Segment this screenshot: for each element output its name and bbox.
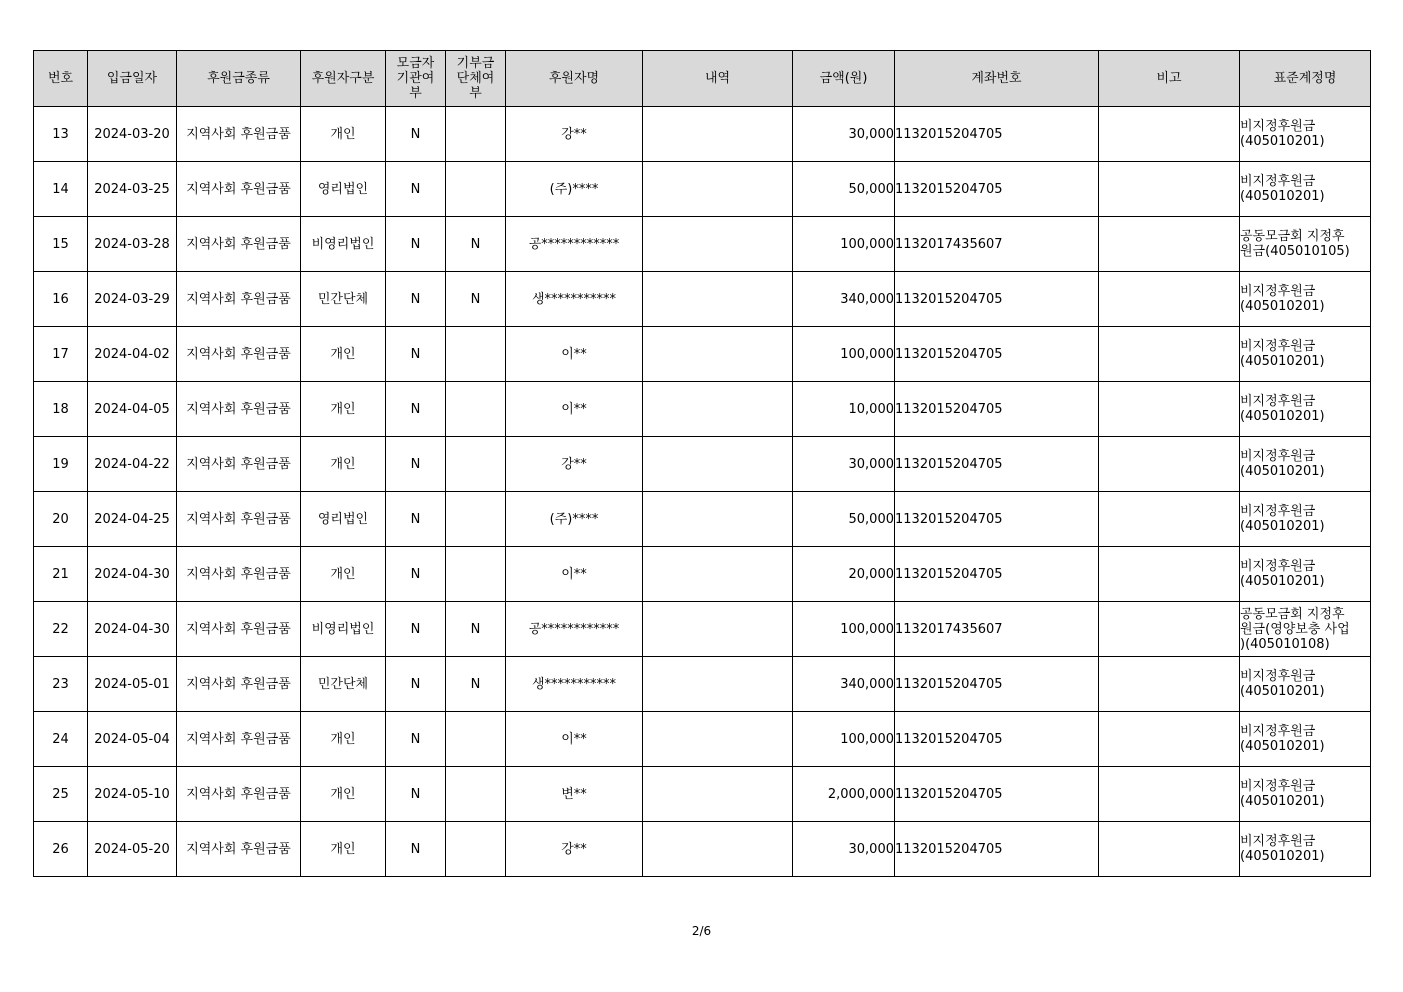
cell-no: 19 (34, 437, 88, 492)
cell-donor-name: 생*********** (506, 657, 643, 712)
donation-ledger-table (33, 50, 1371, 877)
cell-remarks (1099, 272, 1240, 327)
cell-no: 14 (34, 162, 88, 217)
cell-remarks (1099, 382, 1240, 437)
cell-no: 22 (34, 602, 88, 657)
cell-donor-category: 비영리법인 (301, 217, 386, 272)
cell-details (643, 712, 793, 767)
cell-donation-org-flag (446, 382, 506, 437)
cell-donation-type: 지역사회 후원금품 (177, 327, 301, 382)
cell-amount: 50,000 (793, 492, 895, 547)
header-no: 번호 (34, 51, 88, 107)
cell-remarks (1099, 107, 1240, 162)
cell-account-number: 1132015204705 (895, 327, 1099, 382)
table-row (34, 767, 1371, 822)
cell-account-number: 1132015204705 (895, 382, 1099, 437)
cell-donation-type: 지역사회 후원금품 (177, 547, 301, 602)
cell-remarks (1099, 217, 1240, 272)
cell-donation-type: 지역사회 후원금품 (177, 107, 301, 162)
cell-account-number: 1132015204705 (895, 437, 1099, 492)
cell-donation-type: 지역사회 후원금품 (177, 162, 301, 217)
table-row (34, 712, 1371, 767)
header-donation-org-flag: 기부금 단체여 부 (446, 51, 506, 107)
cell-remarks (1099, 822, 1240, 877)
cell-amount: 2,000,000 (793, 767, 895, 822)
cell-standard-account-name: 비지정후원금 (405010201) (1240, 272, 1371, 327)
cell-donor-category: 개인 (301, 822, 386, 877)
cell-remarks (1099, 437, 1240, 492)
cell-donation-org-flag (446, 712, 506, 767)
cell-amount: 100,000 (793, 327, 895, 382)
cell-donor-name: 공************ (506, 602, 643, 657)
cell-account-number: 1132015204705 (895, 162, 1099, 217)
cell-remarks (1099, 327, 1240, 382)
cell-details (643, 382, 793, 437)
cell-amount: 100,000 (793, 712, 895, 767)
cell-donation-org-flag: N (446, 657, 506, 712)
cell-account-number: 1132015204705 (895, 712, 1099, 767)
cell-standard-account-name: 비지정후원금 (405010201) (1240, 107, 1371, 162)
header-standard-account-name: 표준계정명 (1240, 51, 1371, 107)
cell-deposit-date: 2024-04-02 (88, 327, 177, 382)
cell-fundraiser-org-flag: N (386, 547, 446, 602)
cell-donor-category: 민간단체 (301, 272, 386, 327)
cell-remarks (1099, 712, 1240, 767)
cell-fundraiser-org-flag: N (386, 492, 446, 547)
cell-deposit-date: 2024-03-25 (88, 162, 177, 217)
cell-fundraiser-org-flag: N (386, 162, 446, 217)
cell-deposit-date: 2024-04-25 (88, 492, 177, 547)
cell-details (643, 767, 793, 822)
cell-donor-category: 개인 (301, 382, 386, 437)
cell-details (643, 547, 793, 602)
cell-donation-org-flag: N (446, 272, 506, 327)
table-row (34, 657, 1371, 712)
cell-deposit-date: 2024-04-30 (88, 547, 177, 602)
cell-no: 16 (34, 272, 88, 327)
cell-donor-name: 이** (506, 327, 643, 382)
header-donor-category: 후원자구분 (301, 51, 386, 107)
cell-account-number: 1132017435607 (895, 602, 1099, 657)
header-amount: 금액(원) (793, 51, 895, 107)
table-row (34, 217, 1371, 272)
cell-remarks (1099, 657, 1240, 712)
cell-no: 25 (34, 767, 88, 822)
cell-donor-name: 공************ (506, 217, 643, 272)
cell-fundraiser-org-flag: N (386, 217, 446, 272)
table-row (34, 272, 1371, 327)
cell-deposit-date: 2024-04-05 (88, 382, 177, 437)
cell-no: 21 (34, 547, 88, 602)
cell-donation-org-flag (446, 492, 506, 547)
cell-donor-name: 이** (506, 382, 643, 437)
header-row (34, 51, 1371, 107)
cell-deposit-date: 2024-05-01 (88, 657, 177, 712)
cell-amount: 100,000 (793, 602, 895, 657)
cell-remarks (1099, 492, 1240, 547)
cell-fundraiser-org-flag: N (386, 602, 446, 657)
cell-account-number: 1132015204705 (895, 822, 1099, 877)
cell-standard-account-name: 비지정후원금 (405010201) (1240, 712, 1371, 767)
cell-fundraiser-org-flag: N (386, 382, 446, 437)
cell-donation-type: 지역사회 후원금품 (177, 217, 301, 272)
cell-fundraiser-org-flag: N (386, 657, 446, 712)
cell-standard-account-name: 비지정후원금 (405010201) (1240, 327, 1371, 382)
cell-donation-org-flag: N (446, 217, 506, 272)
cell-standard-account-name: 공동모금회 지정후 원금(영양보충 사업 )(405010108) (1240, 602, 1371, 657)
cell-remarks (1099, 767, 1240, 822)
cell-no: 20 (34, 492, 88, 547)
cell-donation-type: 지역사회 후원금품 (177, 657, 301, 712)
header-fundraiser-org-flag: 모금자 기관여 부 (386, 51, 446, 107)
cell-deposit-date: 2024-05-10 (88, 767, 177, 822)
cell-donation-type: 지역사회 후원금품 (177, 272, 301, 327)
cell-standard-account-name: 비지정후원금 (405010201) (1240, 162, 1371, 217)
cell-deposit-date: 2024-03-29 (88, 272, 177, 327)
cell-remarks (1099, 162, 1240, 217)
cell-donation-type: 지역사회 후원금품 (177, 382, 301, 437)
cell-donor-category: 개인 (301, 327, 386, 382)
cell-donor-category: 개인 (301, 437, 386, 492)
cell-details (643, 107, 793, 162)
cell-donation-type: 지역사회 후원금품 (177, 492, 301, 547)
cell-no: 13 (34, 107, 88, 162)
cell-details (643, 272, 793, 327)
cell-deposit-date: 2024-05-04 (88, 712, 177, 767)
cell-amount: 30,000 (793, 107, 895, 162)
cell-donation-org-flag (446, 437, 506, 492)
cell-donor-category: 개인 (301, 107, 386, 162)
cell-donor-name: 변** (506, 767, 643, 822)
cell-donation-type: 지역사회 후원금품 (177, 437, 301, 492)
cell-donation-type: 지역사회 후원금품 (177, 712, 301, 767)
cell-deposit-date: 2024-05-20 (88, 822, 177, 877)
cell-donation-type: 지역사회 후원금품 (177, 602, 301, 657)
cell-standard-account-name: 비지정후원금 (405010201) (1240, 492, 1371, 547)
page-number: 2/6 (691, 924, 712, 938)
cell-details (643, 437, 793, 492)
cell-donation-org-flag (446, 327, 506, 382)
cell-fundraiser-org-flag: N (386, 272, 446, 327)
cell-no: 18 (34, 382, 88, 437)
table-row (34, 492, 1371, 547)
cell-donor-category: 비영리법인 (301, 602, 386, 657)
cell-donor-category: 영리법인 (301, 492, 386, 547)
cell-amount: 30,000 (793, 822, 895, 877)
cell-account-number: 1132015204705 (895, 547, 1099, 602)
cell-donor-category: 개인 (301, 767, 386, 822)
cell-deposit-date: 2024-04-30 (88, 602, 177, 657)
cell-donation-org-flag (446, 547, 506, 602)
cell-deposit-date: 2024-03-28 (88, 217, 177, 272)
table-row (34, 822, 1371, 877)
cell-donor-category: 민간단체 (301, 657, 386, 712)
cell-account-number: 1132015204705 (895, 107, 1099, 162)
cell-amount: 340,000 (793, 272, 895, 327)
cell-no: 24 (34, 712, 88, 767)
cell-donation-type: 지역사회 후원금품 (177, 767, 301, 822)
cell-standard-account-name: 비지정후원금 (405010201) (1240, 822, 1371, 877)
cell-account-number: 1132015204705 (895, 272, 1099, 327)
cell-account-number: 1132015204705 (895, 492, 1099, 547)
cell-fundraiser-org-flag: N (386, 437, 446, 492)
cell-amount: 100,000 (793, 217, 895, 272)
cell-fundraiser-org-flag: N (386, 822, 446, 877)
cell-details (643, 492, 793, 547)
cell-donor-name: 강** (506, 437, 643, 492)
table-row (34, 327, 1371, 382)
cell-fundraiser-org-flag: N (386, 327, 446, 382)
cell-standard-account-name: 비지정후원금 (405010201) (1240, 382, 1371, 437)
cell-standard-account-name: 비지정후원금 (405010201) (1240, 767, 1371, 822)
ledger-body (34, 107, 1371, 877)
cell-standard-account-name: 비지정후원금 (405010201) (1240, 657, 1371, 712)
cell-donor-name: 이** (506, 712, 643, 767)
cell-donor-category: 개인 (301, 547, 386, 602)
cell-amount: 10,000 (793, 382, 895, 437)
cell-account-number: 1132015204705 (895, 657, 1099, 712)
cell-details (643, 822, 793, 877)
cell-donation-type: 지역사회 후원금품 (177, 822, 301, 877)
header-deposit-date: 입금일자 (88, 51, 177, 107)
header-donation-type: 후원금종류 (177, 51, 301, 107)
cell-fundraiser-org-flag: N (386, 712, 446, 767)
table-row (34, 107, 1371, 162)
cell-remarks (1099, 602, 1240, 657)
cell-amount: 50,000 (793, 162, 895, 217)
header-donor-name: 후원자명 (506, 51, 643, 107)
cell-donor-name: 이** (506, 547, 643, 602)
table-row (34, 162, 1371, 217)
cell-details (643, 217, 793, 272)
cell-no: 26 (34, 822, 88, 877)
cell-standard-account-name: 비지정후원금 (405010201) (1240, 437, 1371, 492)
cell-account-number: 1132015204705 (895, 767, 1099, 822)
cell-donation-org-flag (446, 767, 506, 822)
cell-no: 23 (34, 657, 88, 712)
cell-donation-org-flag (446, 107, 506, 162)
cell-standard-account-name: 공동모금회 지정후 원금(405010105) (1240, 217, 1371, 272)
cell-deposit-date: 2024-04-22 (88, 437, 177, 492)
cell-remarks (1099, 547, 1240, 602)
cell-fundraiser-org-flag: N (386, 107, 446, 162)
cell-standard-account-name: 비지정후원금 (405010201) (1240, 547, 1371, 602)
table-row (34, 382, 1371, 437)
cell-amount: 30,000 (793, 437, 895, 492)
cell-account-number: 1132017435607 (895, 217, 1099, 272)
cell-donor-name: 생*********** (506, 272, 643, 327)
cell-amount: 20,000 (793, 547, 895, 602)
cell-no: 17 (34, 327, 88, 382)
table-row (34, 437, 1371, 492)
cell-details (643, 162, 793, 217)
cell-donor-category: 영리법인 (301, 162, 386, 217)
cell-details (643, 657, 793, 712)
cell-donor-name: 강** (506, 107, 643, 162)
cell-amount: 340,000 (793, 657, 895, 712)
cell-fundraiser-org-flag: N (386, 767, 446, 822)
header-account-number: 계좌번호 (895, 51, 1099, 107)
cell-donor-name: 강** (506, 822, 643, 877)
cell-no: 15 (34, 217, 88, 272)
cell-deposit-date: 2024-03-20 (88, 107, 177, 162)
cell-details (643, 327, 793, 382)
cell-donor-category: 개인 (301, 712, 386, 767)
table-row (34, 547, 1371, 602)
cell-donor-name: (주)**** (506, 162, 643, 217)
header-remarks: 비고 (1099, 51, 1240, 107)
cell-donation-org-flag: N (446, 602, 506, 657)
cell-donor-name: (주)**** (506, 492, 643, 547)
cell-donation-org-flag (446, 162, 506, 217)
table-row (34, 602, 1371, 657)
cell-details (643, 602, 793, 657)
header-details: 내역 (643, 51, 793, 107)
cell-donation-org-flag (446, 822, 506, 877)
